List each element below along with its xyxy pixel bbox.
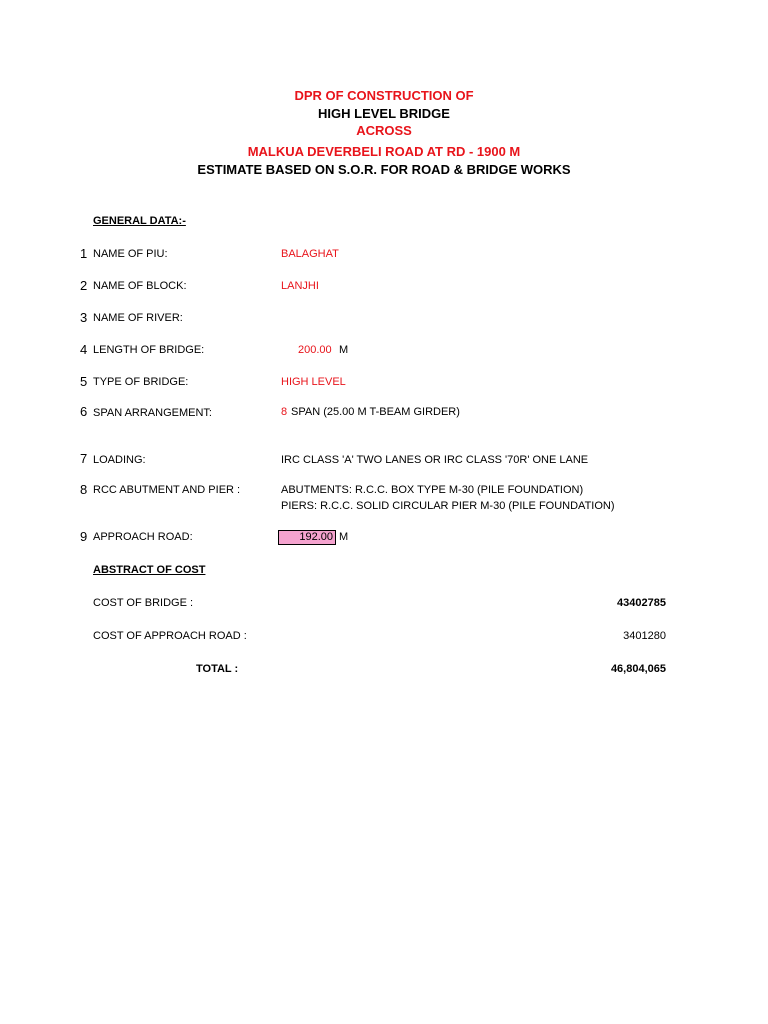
cost-of-bridge-value: 43402785 [617, 597, 666, 609]
item-label: LOADING: [93, 454, 146, 466]
item-label: SPAN ARRANGEMENT: [93, 407, 212, 419]
title-line-5: ESTIMATE BASED ON S.O.R. FOR ROAD & BRIDGE WORKS [197, 162, 571, 177]
item-number: 5 [80, 374, 88, 389]
abstract-title: ABSTRACT OF COST [93, 564, 206, 576]
item-number: 8 [80, 482, 88, 497]
item-label: TYPE OF BRIDGE: [93, 376, 189, 388]
title-line-1: DPR OF CONSTRUCTION OF [294, 88, 474, 103]
title-line-2: HIGH LEVEL BRIDGE [318, 106, 450, 121]
item-label: NAME OF RIVER: [93, 312, 183, 324]
span-description: SPAN (25.00 M T-BEAM GIRDER) [291, 406, 460, 418]
item-label: APPROACH ROAD: [93, 531, 193, 543]
item-value: HIGH LEVEL [281, 376, 346, 388]
item-value: IRC CLASS 'A' TWO LANES OR IRC CLASS '70R' ONE LANE [281, 454, 589, 466]
item-number: 9 [80, 529, 88, 544]
item-number: 6 [80, 404, 88, 419]
title-line-4: MALKUA DEVERBELI ROAD AT RD - 1900 M [247, 144, 521, 159]
item-number: 1 [80, 246, 88, 261]
total-label: TOTAL : [196, 663, 239, 675]
approach-road-unit: M [339, 531, 349, 543]
item-label: NAME OF BLOCK: [93, 280, 187, 292]
abutments-value: ABUTMENTS: R.C.C. BOX TYPE M-30 (PILE FOUNDATION) [281, 484, 584, 496]
cost-of-approach-road-value: 3401280 [623, 630, 666, 642]
cost-of-approach-road-label: COST OF APPROACH ROAD : [93, 630, 247, 642]
bridge-length-value: 200.00 [298, 344, 332, 356]
item-number: 4 [80, 342, 88, 357]
item-value: LANJHI [281, 280, 319, 292]
item-number: 2 [80, 278, 88, 293]
item-value: BALAGHAT [281, 248, 339, 260]
item-number: 3 [80, 310, 88, 325]
bridge-length-unit: M [339, 344, 349, 356]
approach-road-cell[interactable]: 192.00 [278, 530, 336, 545]
total-value: 46,804,065 [610, 663, 666, 675]
title-line-3: ACROSS [356, 123, 412, 138]
item-label: LENGTH OF BRIDGE: [93, 344, 205, 356]
item-label: RCC ABUTMENT AND PIER : [93, 484, 241, 496]
general-data-title: GENERAL DATA:- [93, 215, 186, 227]
item-number: 7 [80, 451, 88, 466]
span-count: 8 [281, 406, 288, 418]
piers-value: PIERS: R.C.C. SOLID CIRCULAR PIER M-30 (PILE FOUNDATION) [281, 500, 615, 512]
cost-of-bridge-label: COST OF BRIDGE : [93, 597, 194, 609]
item-label: NAME OF PIU: [93, 248, 168, 260]
